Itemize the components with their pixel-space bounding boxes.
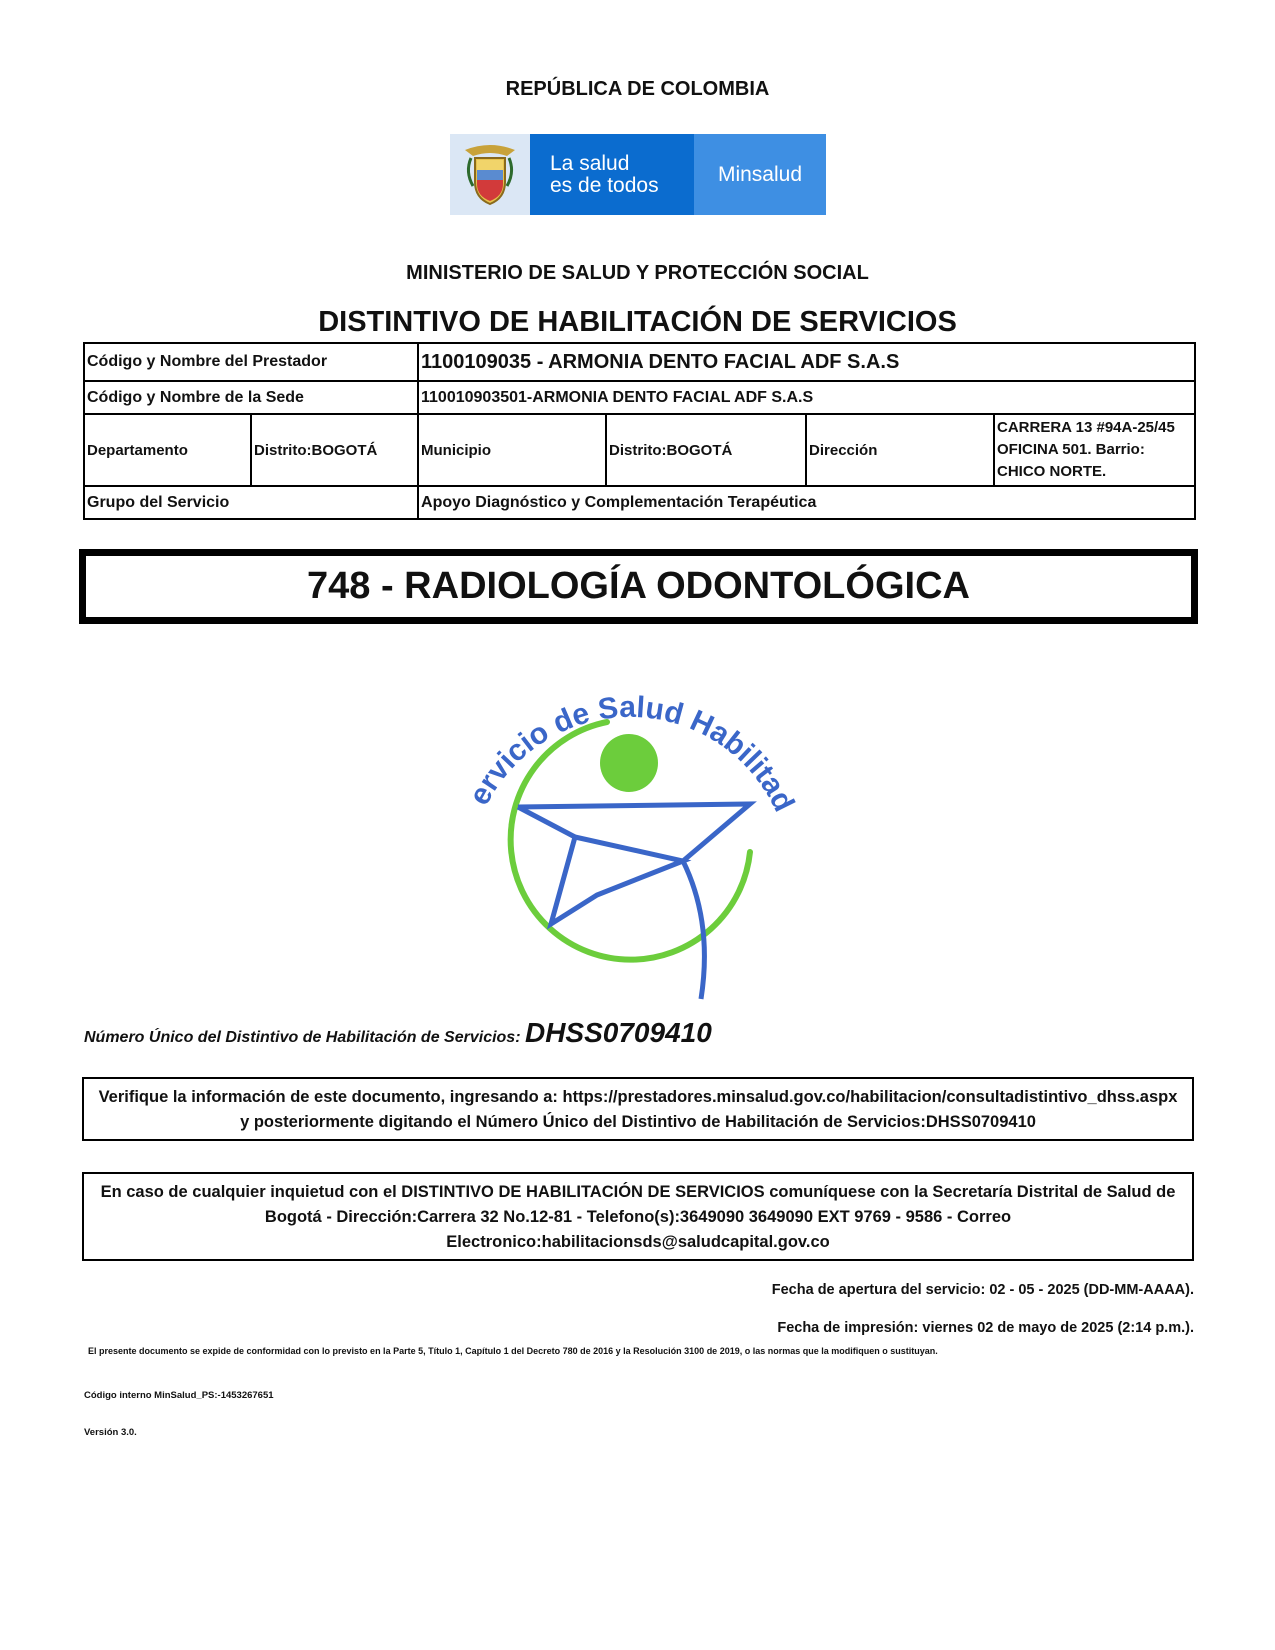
banner-brand: Minsalud xyxy=(694,134,826,215)
contact-box xyxy=(82,1172,1194,1261)
table-row xyxy=(84,343,1195,381)
provider-info-table xyxy=(83,342,1196,520)
dhss-number-line xyxy=(84,1017,712,1049)
seal-arc-text: ervicio de Salud Habilitad xyxy=(462,690,801,817)
service-name: 748 - RADIOLOGÍA ODONTOLÓGICA xyxy=(307,565,970,607)
verification-box xyxy=(82,1077,1194,1141)
group-value: Apoyo Diagnóstico y Complementación Terapéutica xyxy=(418,486,1195,519)
country-heading: REPÚBLICA DE COLOMBIA xyxy=(505,78,770,100)
address-value: CARRERA 13 #94A-25/45 OFICINA 501. Barrio: CHICO NORTE. xyxy=(994,414,1195,486)
service-opening-date: Fecha de apertura del servicio: 02 - 05 - 2025 (DD-MM-AAAA). xyxy=(771,1282,1194,1298)
site-value: 110010903501-ARMONIA DENTO FACIAL ADF S.A.S xyxy=(418,381,1195,414)
habilitated-service-seal xyxy=(455,654,825,1004)
dhss-label: Número Único del Distintivo de Habilitación de Servicios: xyxy=(84,1029,521,1046)
table-row xyxy=(84,486,1195,519)
verify-line-1: Verifique la información de este documento, ingresando a: https://prestadores.minsalud.gov.co/habilitacion/consultadistintivo_dhss.aspx xyxy=(98,1088,1178,1106)
page-title: DISTINTIVO DE HABILITACIÓN DE SERVICIOS xyxy=(318,306,957,338)
address-label: Dirección xyxy=(806,414,994,486)
legal-note: El presente documento se expide de conformidad con lo previsto en la Parte 5, Título 1, Capítulo 1 del Decreto 780 de 2016 y la Resolución 3100 de 2019, o las normas que la modifiquen o sustituyan. xyxy=(88,1346,938,1356)
service-name-box xyxy=(79,549,1198,624)
coat-of-arms-icon xyxy=(450,134,530,215)
banner-slogan xyxy=(530,134,694,215)
provider-label: Código y Nombre del Prestador xyxy=(84,343,418,381)
department-label: Departamento xyxy=(84,414,251,486)
internal-code: Código interno MinSalud_PS:-1453267651 xyxy=(84,1390,274,1401)
municipality-label: Municipio xyxy=(418,414,606,486)
verify-line-2: y posteriormente digitando el Número Único del Distintivo de Habilitación de Servicios:DHSS0709410 xyxy=(240,1113,1036,1131)
municipality-value: Distrito:BOGOTÁ xyxy=(606,414,806,486)
dhss-number: DHSS0709410 xyxy=(524,1017,712,1048)
print-date: Fecha de impresión: viernes 02 de mayo de 2025 (2:14 p.m.). xyxy=(777,1320,1194,1336)
slogan-line-1: La salud xyxy=(550,151,630,175)
minsalud-banner xyxy=(450,134,826,215)
table-row xyxy=(84,381,1195,414)
document-version: Versión 3.0. xyxy=(84,1427,137,1438)
department-value: Distrito:BOGOTÁ xyxy=(251,414,418,486)
slogan-line-2: es de todos xyxy=(550,173,659,197)
provider-value: 1100109035 - ARMONIA DENTO FACIAL ADF S.A.S xyxy=(418,343,1195,381)
group-label: Grupo del Servicio xyxy=(84,486,418,519)
site-label: Código y Nombre de la Sede xyxy=(84,381,418,414)
contact-text: En caso de cualquier inquietud con el DISTINTIVO DE HABILITACIÓN DE SERVICIOS comuníquese con la Secretaría Distrital de Salud de Bogotá - Dirección:Carrera 32 No.12-81 - Telefono(s):3649090 3649090 EXT 9769 - 9586 - Correo Electronico:habilitacionsds@saludcapital.gov.co xyxy=(100,1183,1176,1251)
table-row xyxy=(84,414,1195,486)
ministry-heading: MINISTERIO DE SALUD Y PROTECCIÓN SOCIAL xyxy=(406,262,869,284)
